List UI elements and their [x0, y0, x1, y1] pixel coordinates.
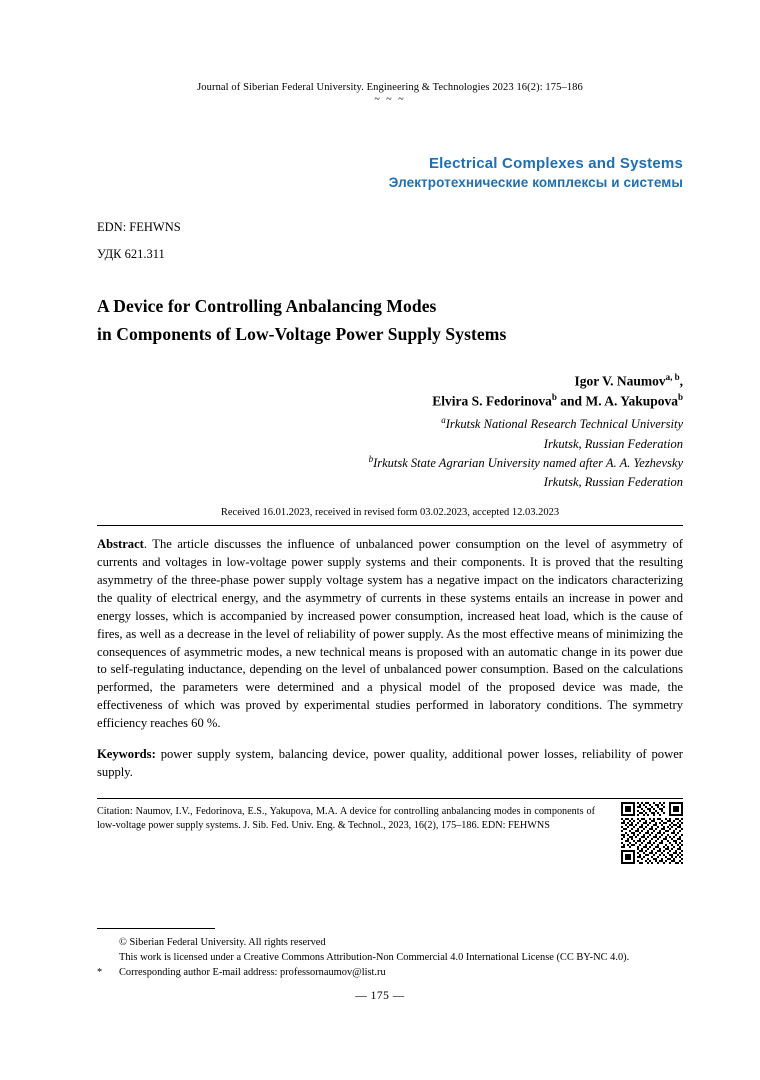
page-footer	[97, 928, 683, 980]
affiliation-name: Irkutsk State Agrarian University named after A. A. Yezhevsky	[373, 455, 683, 470]
section-heading	[97, 154, 683, 192]
copyright-line	[97, 935, 683, 950]
corresponding-author-line	[97, 965, 683, 980]
citation-text: Citation: Naumov, I.V., Fedorinova, E.S., Yakupova, M.A. A device for controlling anbalancing modes in components of low-voltage power supply systems. J. Sib. Fed. Univ. Eng. & Technol., 2023, 16(2), 175–186. EDN: FEHWNS	[97, 805, 595, 831]
license-line	[97, 950, 683, 965]
citation-block	[97, 798, 683, 833]
author-separator: ,	[679, 373, 683, 389]
license-text: This work is licensed under a Creative Commons Attribution-Non Commercial 4.0 International License (CC BY-NC 4.0).	[119, 952, 630, 964]
affiliation-item	[97, 472, 683, 491]
footer-divider	[97, 928, 215, 929]
author-conjunction: and	[556, 393, 586, 409]
page-title	[97, 293, 683, 347]
author-affil-marker-2: b	[551, 392, 557, 403]
copyright-text: © Siberian Federal University. All rights reserved	[119, 937, 326, 948]
affiliation-name: Irkutsk National Research Technical University	[445, 417, 683, 432]
section-heading-russian: Электротехнические комплексы и системы	[388, 175, 683, 191]
author-name-2: Elvira S. Fedorinova	[432, 393, 552, 409]
keywords-text: power supply system, balancing device, power quality, additional power losses, reliability of power supply.	[97, 746, 683, 779]
abstract-paragraph	[97, 536, 683, 733]
decorative-tilde-row: ~ ~ ~	[374, 94, 406, 105]
submission-dates: Received 16.01.2023, received in revised form 03.02.2023, accepted 12.03.2023	[220, 507, 560, 519]
affiliation-list	[97, 414, 683, 491]
affiliation-marker: b	[368, 453, 374, 464]
affiliation-marker: a	[441, 415, 446, 426]
title-line-2: in Components of Low-Voltage Power Supply Systems	[97, 323, 507, 344]
author-name-3: M. A. Yakupova	[585, 393, 678, 409]
author-line-2	[97, 391, 683, 412]
author-affil-marker-3: b	[677, 392, 683, 403]
page-number: — 175 —	[355, 990, 405, 1002]
author-list	[97, 371, 683, 413]
edn-identifier: EDN: FEHWNS	[97, 220, 181, 235]
author-affil-marker-1: a, b	[665, 371, 680, 382]
journal-running-head: Journal of Siberian Federal University. Engineering & Technologies 2023 16(2): 175–186	[197, 82, 583, 93]
title-line-1: A Device for Controlling Anbalancing Modes	[97, 296, 437, 317]
udc-identifier: УДК 621.311	[97, 247, 165, 262]
affiliation-name: Irkutsk, Russian Federation	[543, 436, 683, 451]
divider-above-citation	[97, 798, 683, 799]
affiliation-name: Irkutsk, Russian Federation	[543, 475, 683, 490]
footnote-marker: *	[97, 967, 103, 979]
abstract-label: Abstract	[97, 537, 144, 552]
affiliation-item	[97, 453, 683, 472]
author-name-1: Igor V. Naumov	[574, 373, 666, 389]
abstract-text: . The article discusses the influence of unbalanced power consumption on the level of asymmetry of currents and voltages in low-voltage power supply systems and their components. It is proved that the resulting asymmetry of the three-phase power supply voltage system has a negative impact on the indicators characterizing the quality of electrical energy, and the asymmetry of currents in these systems entails an increase in power and energy losses, which is accompanied by increased power consumption, increased heat load, which is the cause of fires, as well as a decrease in the level of reliability of power supply. As the most effective means of minimizing the consequences of asymmetric modes, a new technical means is proposed with an automatic change in its power due to self-regulating inductance, depending on the level of unbalanced power consumption. Based on the calculations performed, the parameters were determined and a physical model of the proposed device was made, the effectiveness of which was proved by experimental studies performed in laboratory conditions. The symmetry efficiency reaches 60 %.	[97, 537, 683, 731]
affiliation-item	[97, 434, 683, 453]
author-line-1	[97, 371, 683, 392]
affiliation-item	[97, 414, 683, 433]
divider-above-abstract	[97, 525, 683, 526]
corresponding-author-text: Corresponding author E-mail address: professornaumov@list.ru	[119, 967, 386, 979]
page-content	[97, 0, 683, 833]
keywords-paragraph	[97, 746, 683, 782]
qr-code-icon	[621, 802, 683, 864]
keywords-label: Keywords:	[97, 746, 156, 761]
section-heading-english: Electrical Complexes and Systems	[428, 155, 683, 172]
